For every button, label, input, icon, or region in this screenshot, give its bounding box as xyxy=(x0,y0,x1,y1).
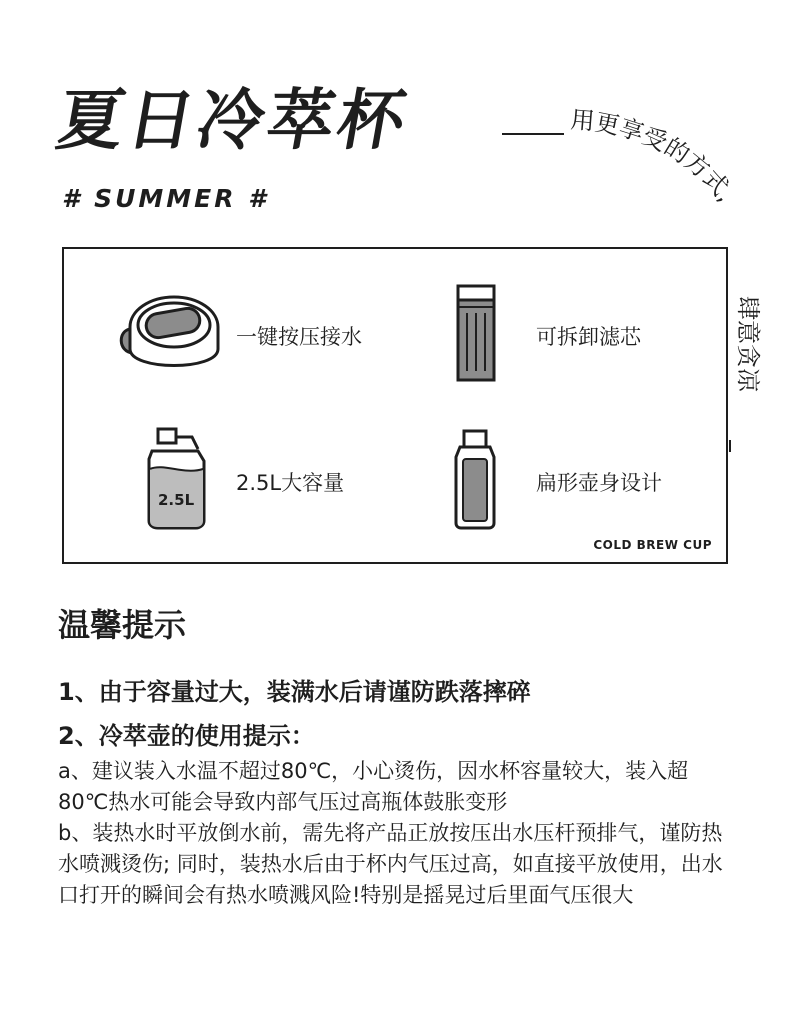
brand-label: COLD BREW CUP xyxy=(593,538,712,552)
tip-paragraph-a: a、建议装入水温不超过80℃，小心烫伤，因水杯容量较大，装入超80℃热水可能会导致内部气压过高瓶体鼓胀变形 xyxy=(58,759,689,814)
tip-item-1: 1、由于容量过大，装满水后请谨防跌落摔碎 xyxy=(58,678,531,706)
feature-label-capacity: 2.5L大容量 xyxy=(236,471,345,495)
tip-paragraph-b: b、装热水时平放倒水前，需先将产品正放按压出水压杆预排气，谨防热水喷溅烫伤; 同时，装热水后由于杯内气压过高，如直接平放使用，出水口打开的瞬间会有热水喷溅风险!特别是摇晃过后里面气压很大 xyxy=(58,821,723,907)
subtitle: # SUMMER # xyxy=(62,184,269,213)
press-lid-icon xyxy=(114,287,224,382)
bottle-icon xyxy=(144,425,214,531)
feature-label-filter: 可拆卸滤芯 xyxy=(536,325,641,349)
slogan-line-1: 用更享受的方式, xyxy=(569,105,740,207)
feature-box xyxy=(62,247,728,564)
flat-pot-icon xyxy=(450,427,500,531)
feature-label-flat: 扁形壶身设计 xyxy=(536,471,662,495)
tip-item-2: 2、冷萃壶的使用提示： xyxy=(58,722,315,750)
feature-label-press: 一键按压接水 xyxy=(236,325,362,349)
bottle-capacity-label: 2.5L xyxy=(158,491,195,509)
slogan-line-2: 肆意贪凉 xyxy=(734,296,762,392)
tips-title: 温馨提示 xyxy=(58,606,187,644)
page-title: 夏日冷萃杯 xyxy=(51,82,415,159)
filter-icon xyxy=(454,283,498,385)
